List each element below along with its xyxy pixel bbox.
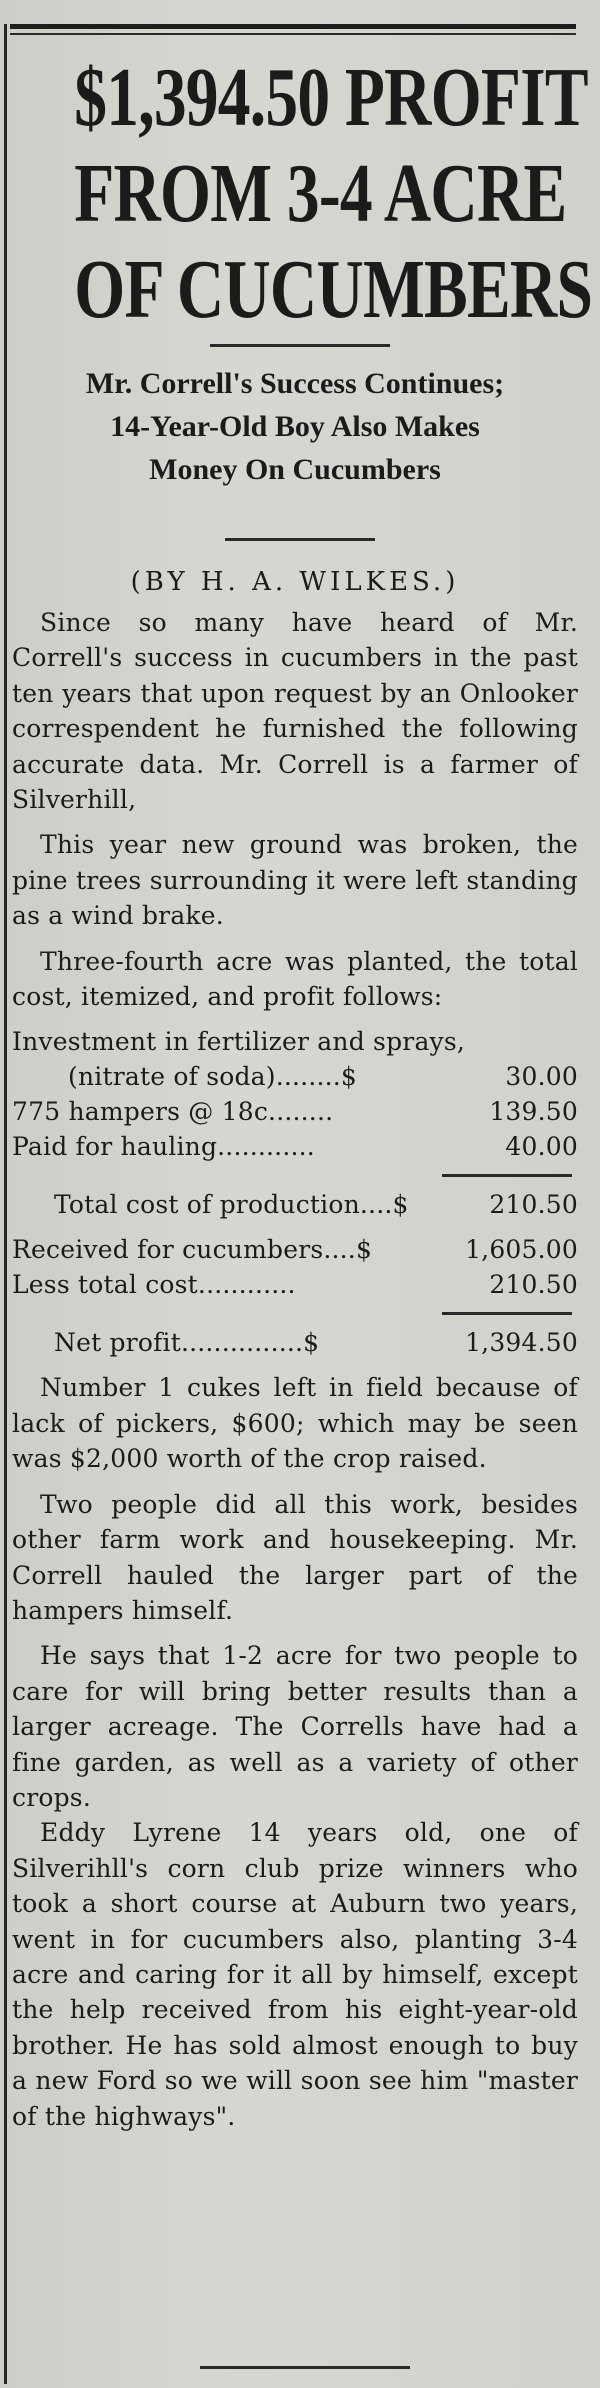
- subhead-line-1: Mr. Correll's Success Continues;: [85, 367, 505, 400]
- headline: [74, 50, 593, 338]
- ledger-row-investment: Investment in fertilizer and sprays,: [12, 1027, 466, 1057]
- paragraph-planting: Three-fourth acre was planted, the total cost, itemized, and profit follows:: [12, 946, 578, 1012]
- headline-line-1: $1,394.50 PROFIT: [74, 51, 588, 144]
- ledger-rule-1: [442, 1174, 572, 1177]
- paragraph-ground: This year new ground was broken, the pine trees surrounding it were left standing as a wind brake.: [12, 830, 578, 931]
- subhead-line-3: Money On Cucumbers: [149, 453, 441, 486]
- headline-line-3: OF CUCUMBERS: [74, 243, 593, 336]
- subhead-line-2: 14-Year-Old Boy Also Makes: [110, 410, 480, 443]
- paragraph-work: Two people did all this work, besides other farm work and housekeeping. Mr. Correll hauled the larger part of the hampers himself.: [12, 1489, 578, 1625]
- ledger-row-total-cost: Total cost of production....$ 210.50: [54, 1190, 578, 1220]
- ledger-row-hauling: Paid for hauling............ 40.00: [12, 1132, 578, 1162]
- ledger-row-net-profit: Net profit...............$ 1,394.50: [54, 1328, 578, 1358]
- paragraph-cukes-left: Number 1 cukes left in field because of lack of pickers, $600; which may be seen was $2,000 worth of the crop raised.: [12, 1373, 578, 1474]
- ledger-row-nitrate: (nitrate of soda)........$ 30.00: [68, 1062, 578, 1092]
- ledger-row-received: Received for cucumbers....$ 1,605.00: [12, 1235, 578, 1265]
- column-border: [4, 24, 7, 2384]
- headline-divider: [210, 344, 390, 347]
- headline-line-2: FROM 3-4 ACRE: [74, 147, 567, 240]
- bottom-rule: [200, 2366, 410, 2369]
- paragraph-eddy-lyrene: Eddy Lyrene 14 years old, one of Silverihll's corn club prize winners who took a short course at Auburn two years, went in for cucumbers also, planting 3-4 acre and caring for it all by himself, except the help received from his eight-year-old brother. He has sold almost enough to buy a new Ford so we will soon see him "master of the highways".: [12, 1818, 578, 2131]
- top-rule-thin: [10, 33, 576, 35]
- top-rule: [10, 24, 576, 29]
- article-body: [12, 605, 578, 2134]
- byline: (BY H. A. WILKES.): [130, 567, 460, 597]
- subhead-divider: [225, 538, 375, 541]
- subheadline: [12, 362, 578, 491]
- cost-ledger: [12, 1024, 578, 1360]
- ledger-rule-2: [442, 1312, 572, 1315]
- paragraph-intro: Since so many have heard of Mr. Correll's success in cucumbers in the past ten years that upon request by an Onlooker correspendent he furnished the following accurate data. Mr. Correll is a farmer of Silverhill,: [12, 608, 578, 815]
- paragraph-advice: He says that 1-2 acre for two people to care for will bring better results than a larger acreage. The Corrells have had a fine garden, as well as a variety of other crops.: [12, 1641, 578, 1812]
- ledger-row-hampers: 775 hampers @ 18c........ 139.50: [12, 1097, 578, 1127]
- ledger-row-less-cost: Less total cost............ 210.50: [12, 1270, 578, 1300]
